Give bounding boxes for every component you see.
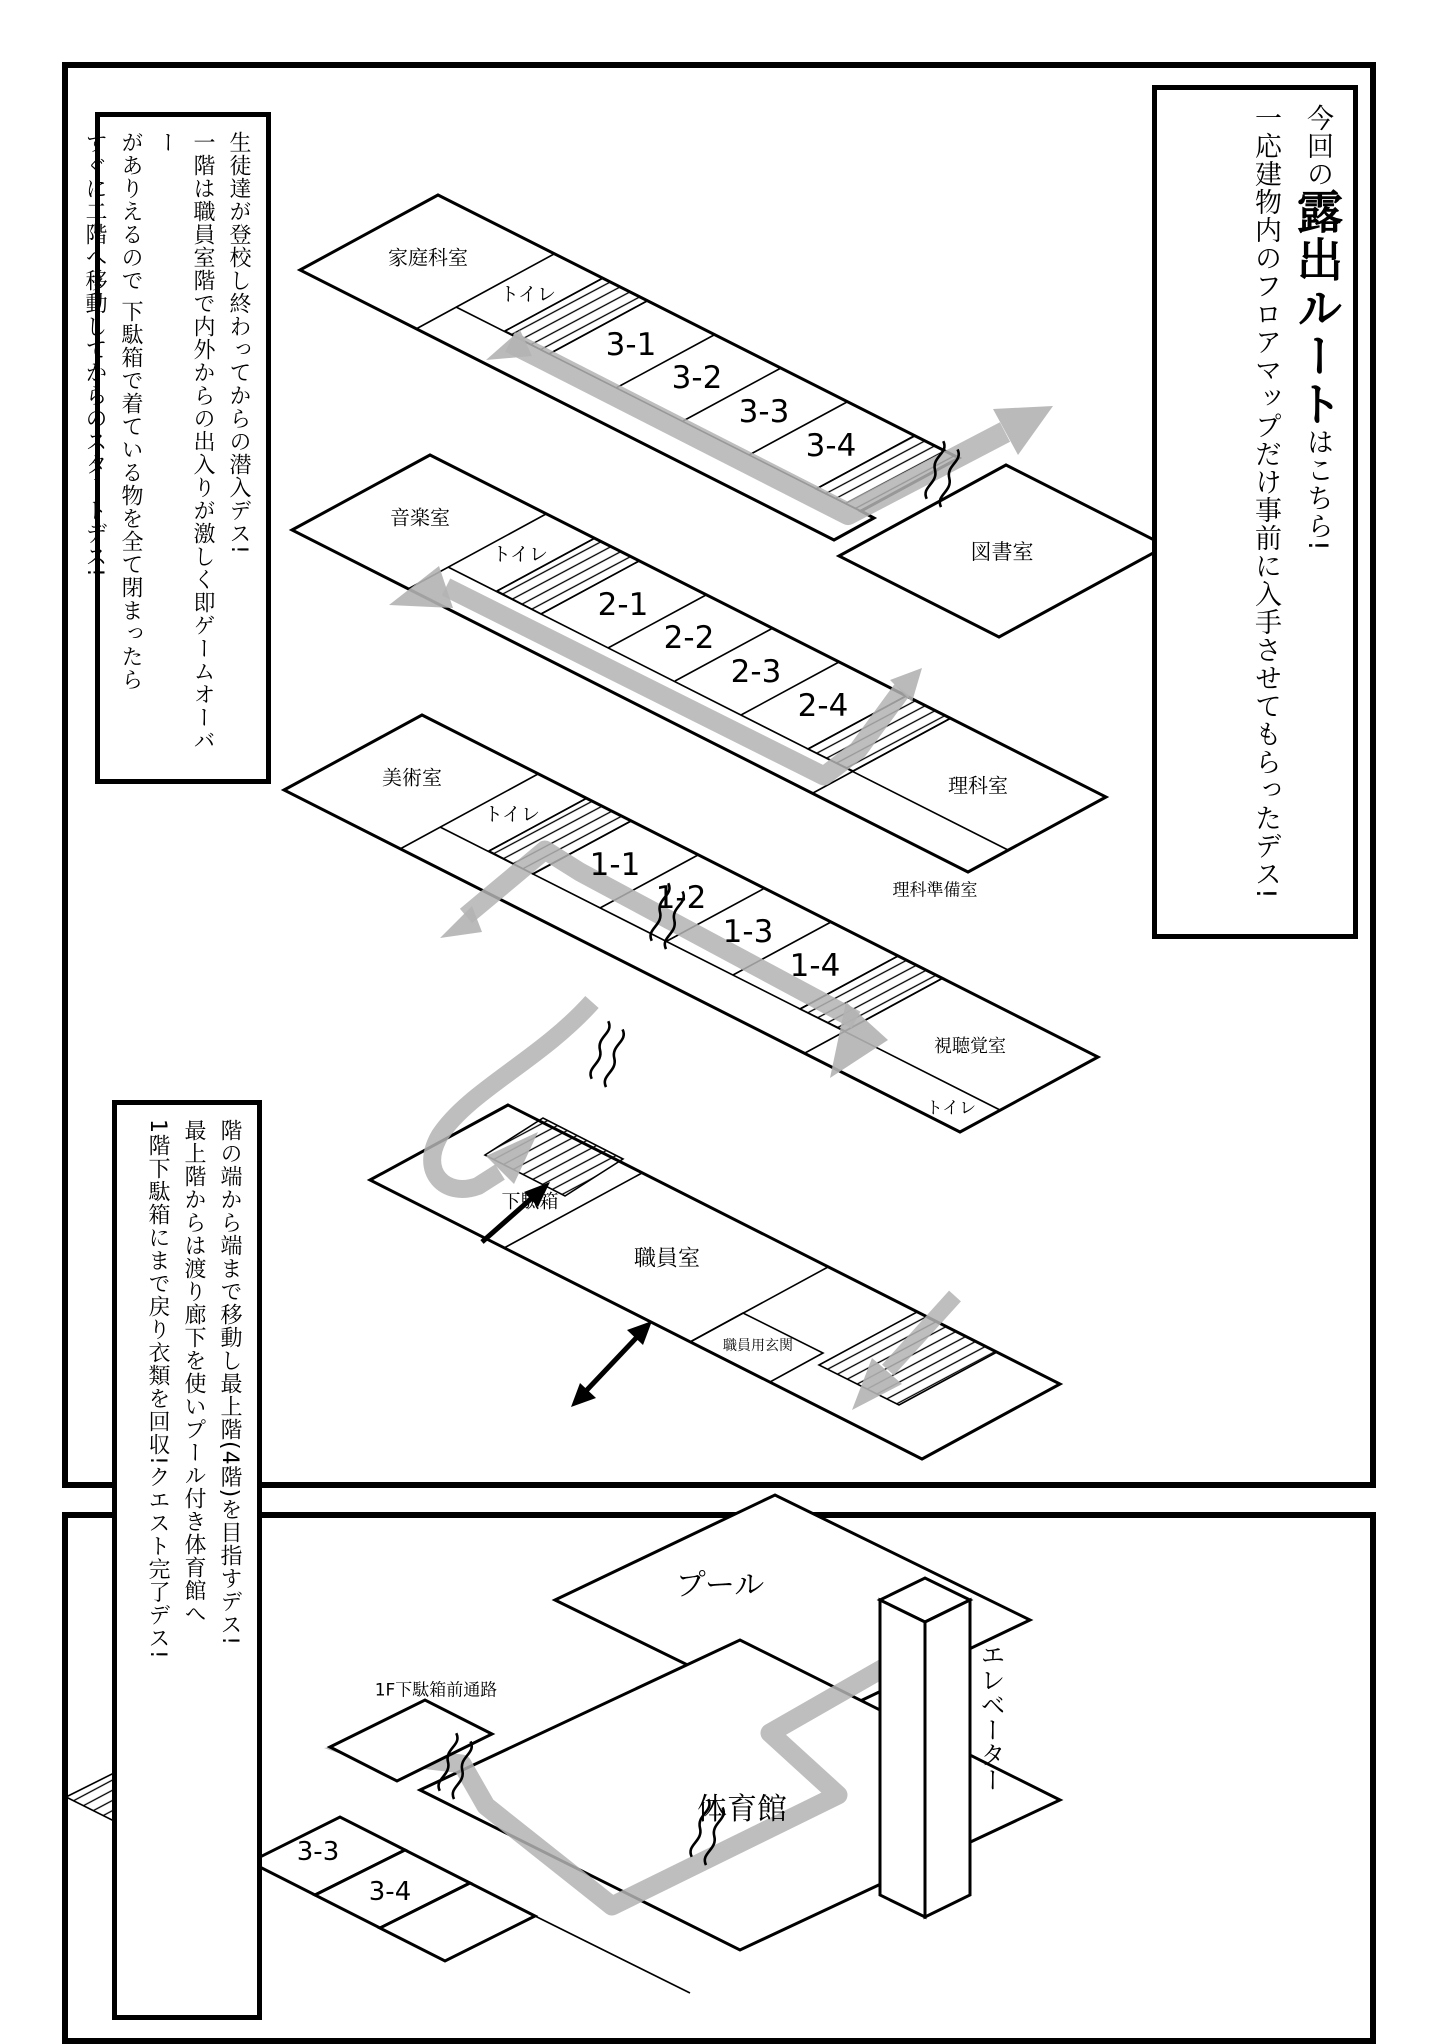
- room-label-2-2: 2-2: [663, 620, 715, 656]
- room-label-3-3: 3-3: [738, 394, 790, 430]
- room-label-library: 図書室: [970, 540, 1034, 564]
- room-label-1-4: 1-4: [789, 948, 841, 984]
- title-pre: 今回の: [1302, 104, 1333, 188]
- room-label-art: 美術室: [382, 765, 442, 790]
- room-label-3-2: 3-2: [671, 360, 723, 396]
- intro-line-2: 一階は職員室階で内外からの出入りが激しく即ゲームオーバー: [154, 131, 215, 752]
- room-label-2-4: 2-4: [797, 688, 849, 724]
- room-label-av: 視聴覚室: [934, 1036, 1006, 1057]
- room-label-toilet-4f: トイレ: [499, 283, 557, 306]
- room-label-music: 音楽室: [390, 505, 450, 530]
- room-label-3-1: 3-1: [605, 327, 657, 363]
- room-label-pool: プール: [675, 1568, 765, 1603]
- room-label-home-ec: 家庭科室: [388, 245, 468, 270]
- entrance-arrow-staff: [571, 1321, 652, 1407]
- room-label-3-4-bottom: 3-4: [368, 1877, 412, 1907]
- room-label-elevator: エレベーター: [977, 1642, 1006, 1792]
- room-label-3-3-bottom: 3-3: [296, 1837, 340, 1867]
- break-mark-1f: [588, 1020, 626, 1087]
- title-post: はこちら!: [1302, 428, 1333, 552]
- room-label-3-4: 3-4: [805, 428, 857, 464]
- page-title: 露出ルート: [1290, 188, 1344, 428]
- intro-line-4: すぐに二階へ移動してからのスタートデス!: [82, 131, 107, 578]
- room-label-2-3: 2-3: [730, 654, 782, 690]
- intro-line-3: がありえるので 下駄箱で着ている物を全て閉まったら: [118, 131, 143, 691]
- title-line: [1291, 104, 1343, 920]
- intro-text-box: [82, 112, 271, 784]
- quest-line-3: 1階下駄箱にまで戻り衣類を回収!クエスト完了デス!: [145, 1119, 170, 1660]
- floor1-map: [370, 1105, 1060, 1459]
- room-label-1-2: 1-2: [655, 880, 707, 916]
- elevator-shape: [880, 1578, 970, 1917]
- room-label-staff-room: 職員室: [633, 1246, 701, 1272]
- title-line-2: 一応建物内のフロアマップだけ事前に入手させてもらったデス!: [1250, 104, 1281, 900]
- room-label-toilet-2f-end: トイレ: [925, 1098, 977, 1119]
- room-label-staff-entrance: 職員用玄関: [723, 1338, 793, 1354]
- room-label-1-3: 1-3: [722, 914, 774, 950]
- quest-line-1: 階の端から端まで移動し最上階(4階)を目指すデス!: [217, 1119, 242, 1646]
- intro-line-1: 生徒達が登校し終わってからの潜入デス!: [226, 131, 251, 555]
- room-label-science-prep: 理科準備室: [892, 880, 978, 901]
- room-label-2-1: 2-1: [597, 587, 649, 623]
- room-label-toilet-3f: トイレ: [491, 543, 549, 566]
- quest-line-2: 最上階からは渡り廊下を使いプール付き体育館へ: [181, 1119, 206, 1625]
- room-label-shoe-lockers: 下駄箱: [501, 1190, 559, 1213]
- room-label-toilet-2f: トイレ: [483, 803, 541, 826]
- quest-text-box: [112, 1100, 262, 2020]
- title-text-box: [1152, 85, 1358, 939]
- room-label-science: 理科室: [948, 773, 1008, 798]
- room-label-gym: 体育館: [697, 1792, 787, 1827]
- label-corridor-1f: 1F下駄箱前通路: [374, 1680, 498, 1701]
- room-label-1-1: 1-1: [589, 847, 641, 883]
